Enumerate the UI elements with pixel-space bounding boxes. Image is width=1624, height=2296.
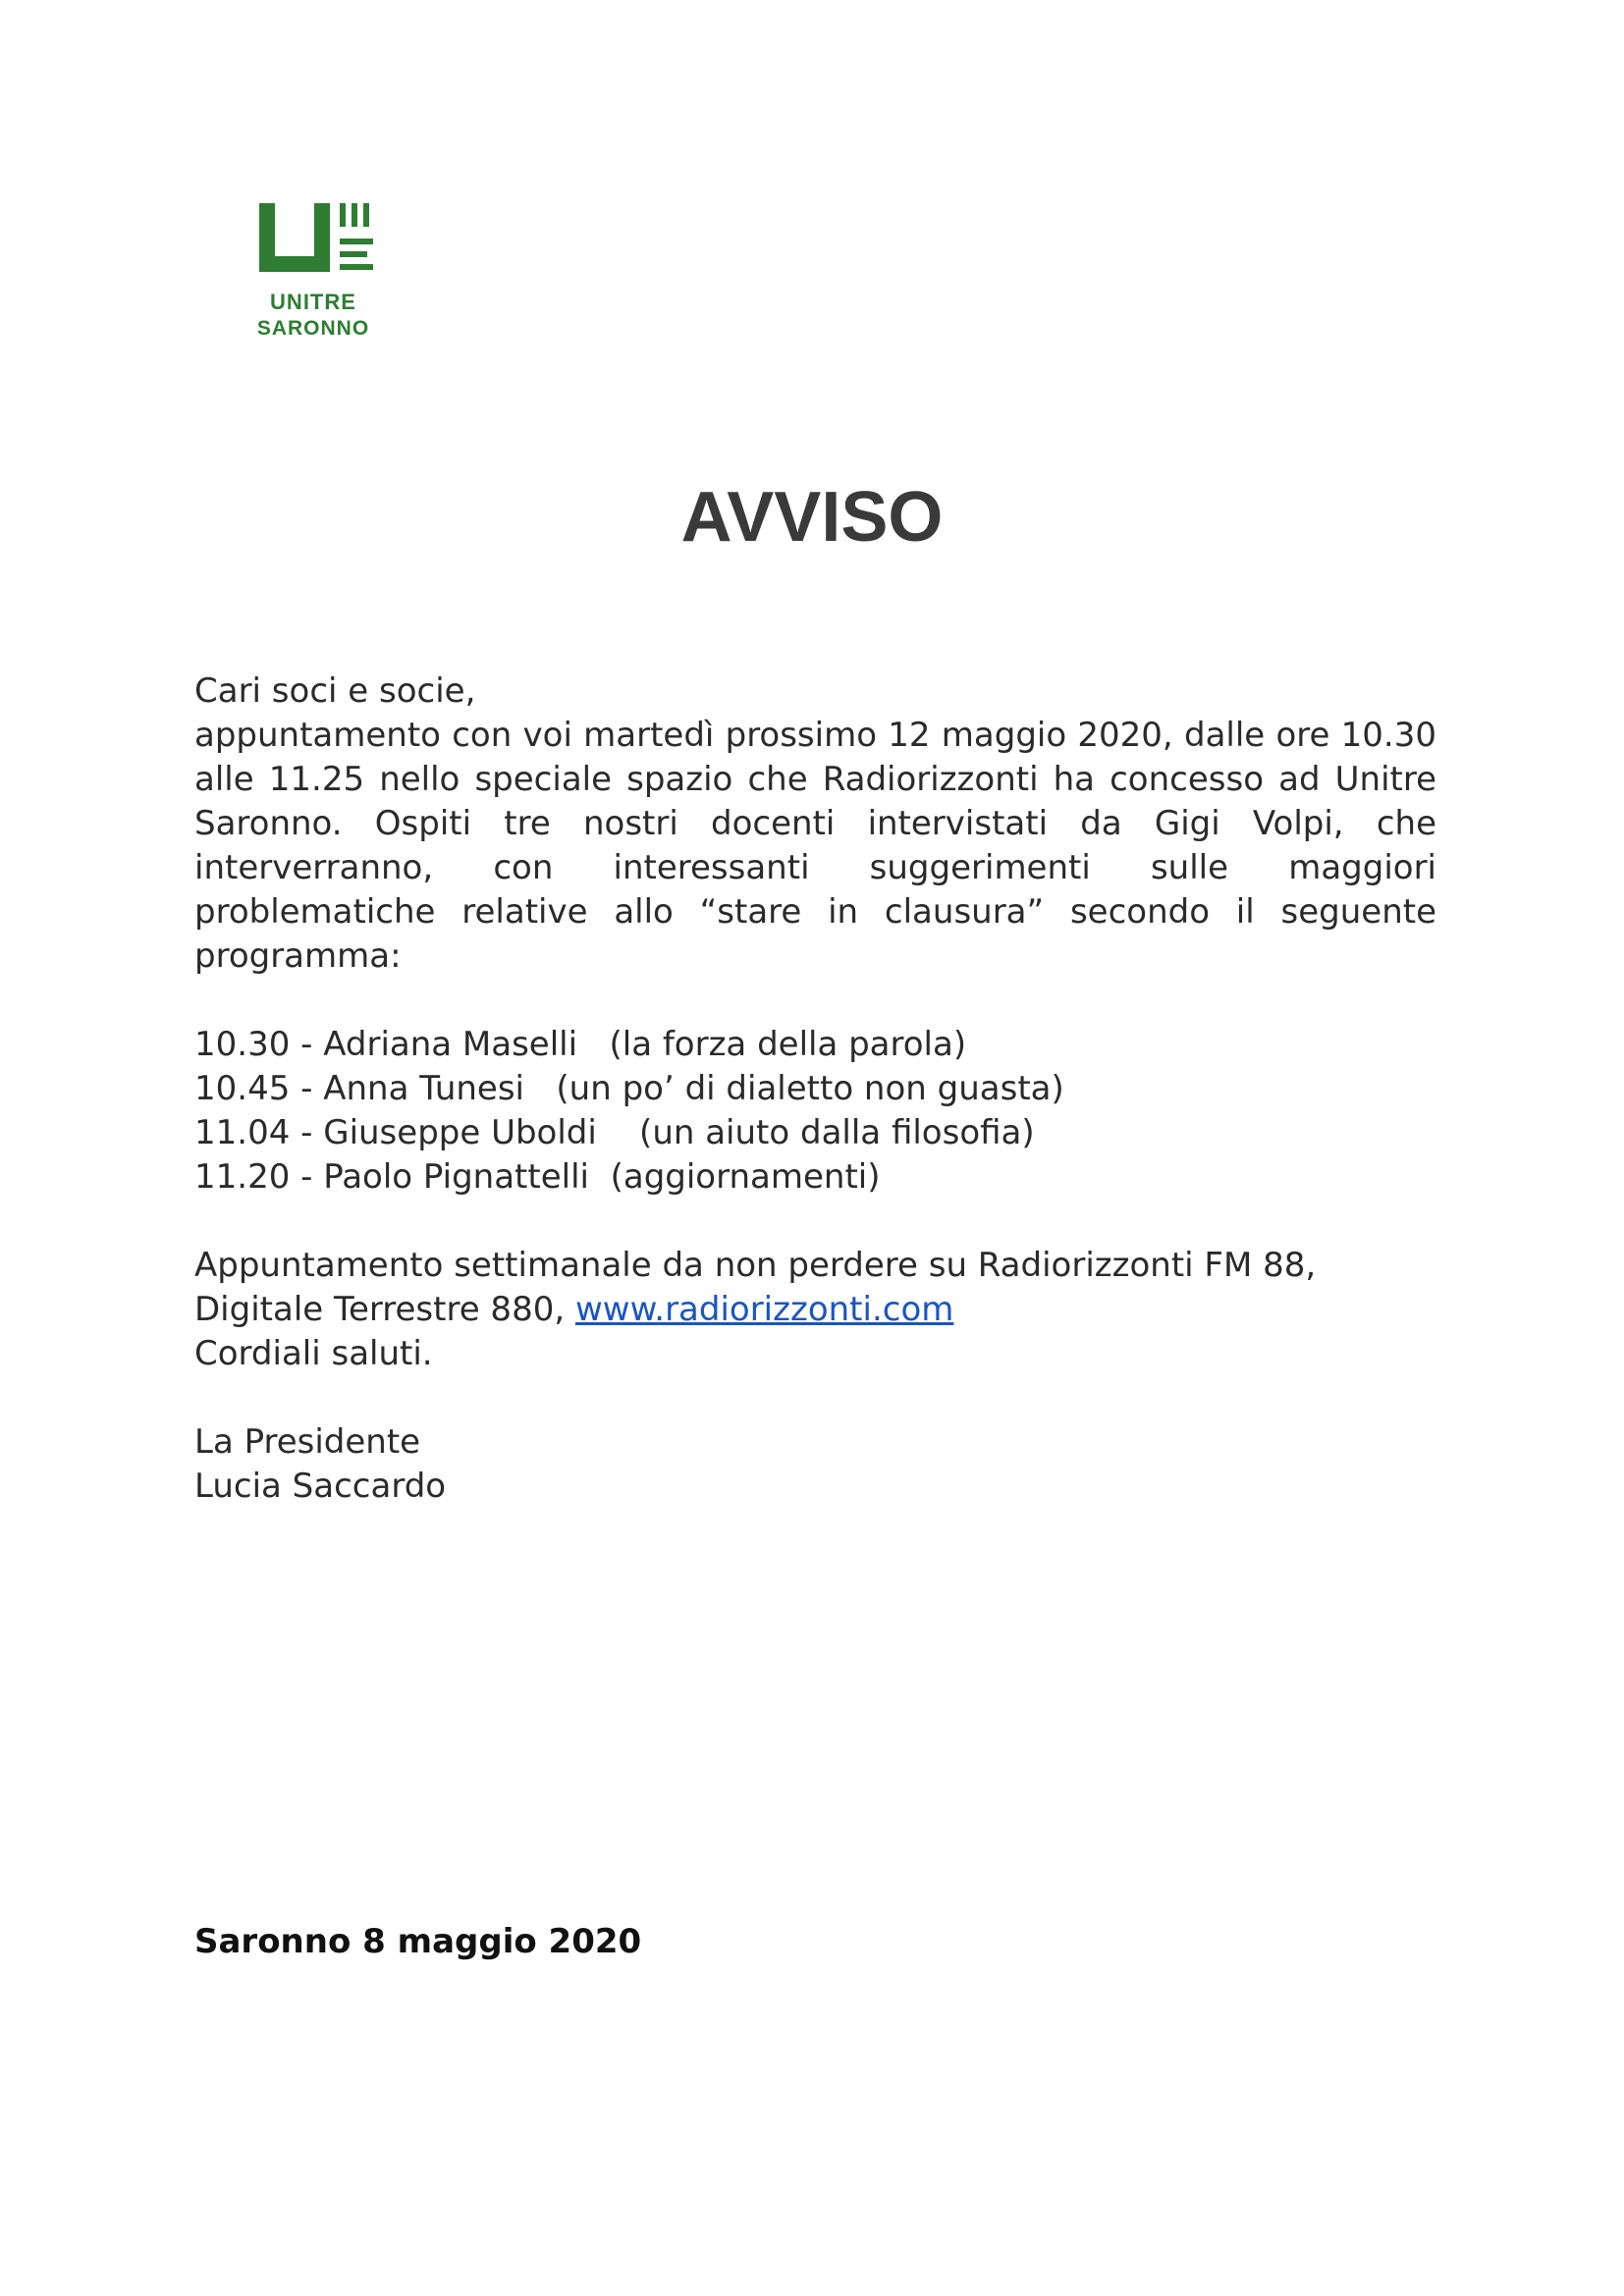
greeting: Cari soci e socie,: [194, 671, 476, 711]
page-title: AVVISO: [680, 478, 944, 557]
unitre-logo: [253, 199, 401, 347]
document-date: Saronno 8 maggio 2020: [194, 1922, 642, 1961]
logo-text-unitre: UNITRE: [270, 290, 356, 314]
closing-greeting: Cordiali saluti.: [194, 1334, 433, 1373]
program-item: 11.20 - Paolo Pignattelli (aggiornamenti): [194, 1157, 881, 1197]
signature-role: La Presidente: [194, 1422, 421, 1462]
program-item: 10.45 - Anna Tunesi (un po’ di dialetto non guasta): [194, 1069, 1064, 1108]
signature-name: Lucia Saccardo: [194, 1467, 447, 1506]
intro-paragraph: appuntamento con voi martedì prossimo 12 maggio 2020, dalle ore 10.30 alle 11.25 nello speciale spazio che Radiorizzonti ha concesso ad Unitre Saronno. Ospiti tre nostri docenti intervistati da Gigi Volpi, che interverranno, con interessanti suggerimenti sulle maggiori problematiche relative allo “stare in clausura” secondo il seguente programma:: [194, 716, 1436, 976]
notice-body: [194, 669, 1436, 1509]
program-item: 11.04 - Giuseppe Uboldi (un aiuto dalla filosofia): [194, 1113, 1035, 1152]
closing-line-2-prefix: Digitale Terrestre 880,: [194, 1290, 575, 1329]
closing-line-2: [194, 1288, 1436, 1332]
program-item: 10.30 - Adriana Maselli (la forza della parola): [194, 1025, 967, 1064]
closing-line-1: Appuntamento settimanale da non perdere su Radiorizzonti FM 88,: [194, 1246, 1317, 1285]
logo-text-saronno: SARONNO: [256, 317, 370, 340]
program-list: [194, 1023, 1436, 1200]
radiorizzonti-link[interactable]: www.radiorizzonti.com: [574, 1290, 954, 1329]
unitre-logo-mark-icon: [253, 199, 401, 288]
